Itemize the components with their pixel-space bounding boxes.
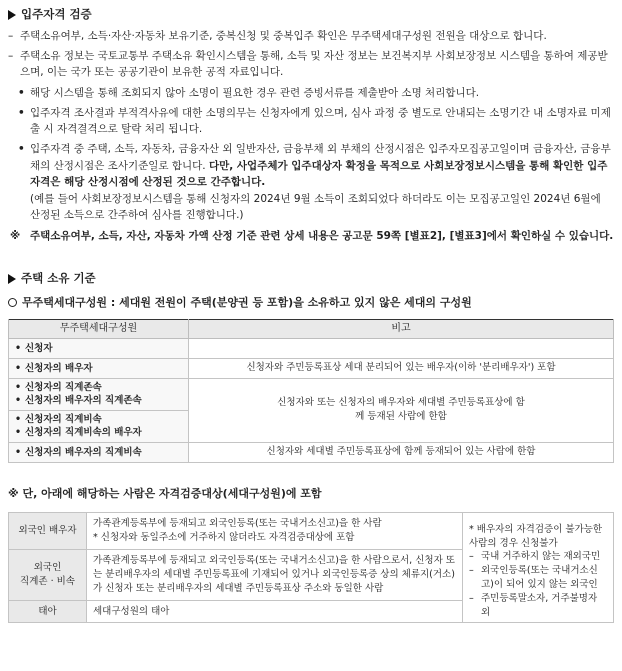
reference-note-text: 주택소유여부, 소득, 자산, 자동차 가액 산정 기준 관련 상세 내용은 공고문 59쪽 [별표2], [별표3]에서 확인하실 수 있습니다. (30, 229, 614, 242)
bullet-item-1 (8, 85, 614, 101)
bullet-text: 입주자격 조사결과 부적격사유에 대한 소명의무는 신청자에게 있으며, 심사 과정 중 별도로 안내되는 소명기간 내 소명자료 미제출 시 자격결격으로 탈락 처리 됩니다. (30, 106, 611, 136)
triangle-bullet-icon (8, 10, 16, 20)
dash-item-text: 주택소유여부, 소득·자산·자동차 보유기준, 중복신청 및 중복입주 확인은 무주택세대구성원 전원을 대상으로 합니다. (20, 29, 547, 42)
section-title-text: 주택 소유 기준 (21, 271, 96, 285)
note-cell: 신청자와 주민등록표상 세대 분리되어 있는 배우자(이하 '분리배우자') 포함 (189, 358, 614, 378)
table-row (9, 378, 614, 410)
dash-item-text: 주택소유 정보는 국토교통부 주택소유 확인시스템을 통해, 소득 및 자산 정보는 보건복지부 사회보장정보 시스템을 통하여 제공받으며, 이는 국가 또는 공공기관이 보유한 공적 자료입니다. (20, 50, 608, 79)
row-label: 태아 (9, 600, 87, 623)
section-title-eligibility-verification (8, 6, 614, 24)
bullet-text-plain: 입주자격 중 주택, 소득, 자동차, 금융자산 외 일반자산, 금융부채 외 부채의 산정시점은 입주자모집공고일이며 금융자산, 금융부채의 산정시점은 조사기준일로 합니다. (30, 143, 611, 172)
bullet-item-2 (8, 105, 614, 138)
member-cell: • 신청자의 직계존속 • 신청자의 배우자의 직계존속 (9, 378, 189, 410)
note-cell: 신청자와 세대별 주민등록표상에 함께 등재되어 있는 사람에 한함 (189, 442, 614, 462)
row-content: 세대구성원의 태아 (87, 600, 463, 623)
circle-bullet-icon (8, 298, 17, 307)
dash-item-2 (8, 48, 614, 81)
row-label: 외국인 배우자 (9, 512, 87, 549)
member-cell: • 신청자 (9, 338, 189, 358)
row-content: 가족관계등록부에 등재되고 외국인등록(또는 국내거소신고)을 한 사람으로서, 신청자 또는 분리배우자의 세대별 주민등록표에 기재되어 있거나 외국인등록증 상의 체류지(거소)가 신청자 또는 분리배우자의 세대별 주민등록표상 주소와 동일한 사람 (87, 549, 463, 600)
side-note-cell (463, 512, 614, 622)
inclusion-note-title: ※ 단, 아래에 해당하는 사람은 자격검증대상(세대구성원)에 포함 (8, 486, 322, 500)
section-title-text: 입주자격 검증 (21, 7, 92, 21)
side-note-item: – 국내 거주하지 않는 재외국민 (469, 551, 601, 563)
side-note-head: * 배우자의 자격검증이 불가능한 사람의 경우 신청불가 (469, 523, 603, 549)
table-row (9, 512, 614, 549)
bullet-dot: • (18, 143, 25, 156)
reference-mark: ※ (10, 229, 21, 242)
inclusion-table (8, 512, 614, 623)
triangle-bullet-icon (8, 274, 16, 284)
side-note-item: – 외국인등록(또는 국내거소신고)이 되어 있지 않는 외국인 (469, 565, 598, 590)
note-cell (189, 338, 614, 358)
dash-item-1 (8, 28, 614, 44)
definition-line (8, 294, 614, 311)
household-member-table (8, 319, 614, 463)
note-cell: 신청자와 또는 신청자의 배우자와 세대별 주민등록표상에 함께 등재된 사람에 한함 (189, 378, 614, 442)
bullet-text-emphasis: 다만, 사업주체가 입주대상자 확정을 목적으로 사회보장정보시스템을 통해 확인한 입주자격은 해당 산정시점에 산정된 것으로 간주합니다. (30, 159, 608, 188)
member-cell: • 신청자의 직계비속 • 신청자의 직계비속의 배우자 (9, 410, 189, 442)
reference-note (8, 228, 614, 244)
bullet-text: 해당 시스템을 통해 조회되지 않아 소명이 필요한 경우 관련 증빙서류를 제출받아 소명 처리합니다. (30, 86, 480, 99)
side-note-item: – 주민등록말소자, 거주불명자 외 (469, 592, 598, 618)
bullet-dot: • (18, 106, 25, 119)
member-cell: • 신청자의 배우자 (9, 358, 189, 378)
bullet-item-3 (8, 141, 614, 190)
column-header-members: 무주택세대구성원 (9, 319, 189, 338)
dash-mark: – (8, 29, 14, 42)
bullet-dot: • (18, 86, 25, 99)
column-header-note: 비고 (189, 319, 614, 338)
dash-mark: – (8, 50, 14, 63)
row-content: 가족관계등록부에 등재되고 외국인등록(또는 국내거소신고)을 한 사람 * 신청자와 동일주소에 거주하지 않더라도 자격검증대상에 포함 (87, 512, 463, 549)
table-row (9, 442, 614, 462)
example-note: (예를 들어 사회보장정보시스템을 통해 신청자의 2024년 9월 소득이 조회되었다 하더라도 이는 모집공고일인 2024년 6월에 산정된 소득으로 간주하여 심사를 진행합니다.) (30, 193, 601, 222)
row-label: 외국인 직계존 · 비속 (9, 549, 87, 600)
definition-text: 무주택세대구성원 : 세대원 전원이 주택(분양권 등 포함)을 소유하고 있지 않은 세대의 구성원 (22, 295, 472, 309)
member-cell: • 신청자의 배우자의 직계비속 (9, 442, 189, 462)
table-header-row (9, 319, 614, 338)
section-title-housing-ownership (8, 270, 614, 288)
table-row (9, 358, 614, 378)
table-row (9, 338, 614, 358)
